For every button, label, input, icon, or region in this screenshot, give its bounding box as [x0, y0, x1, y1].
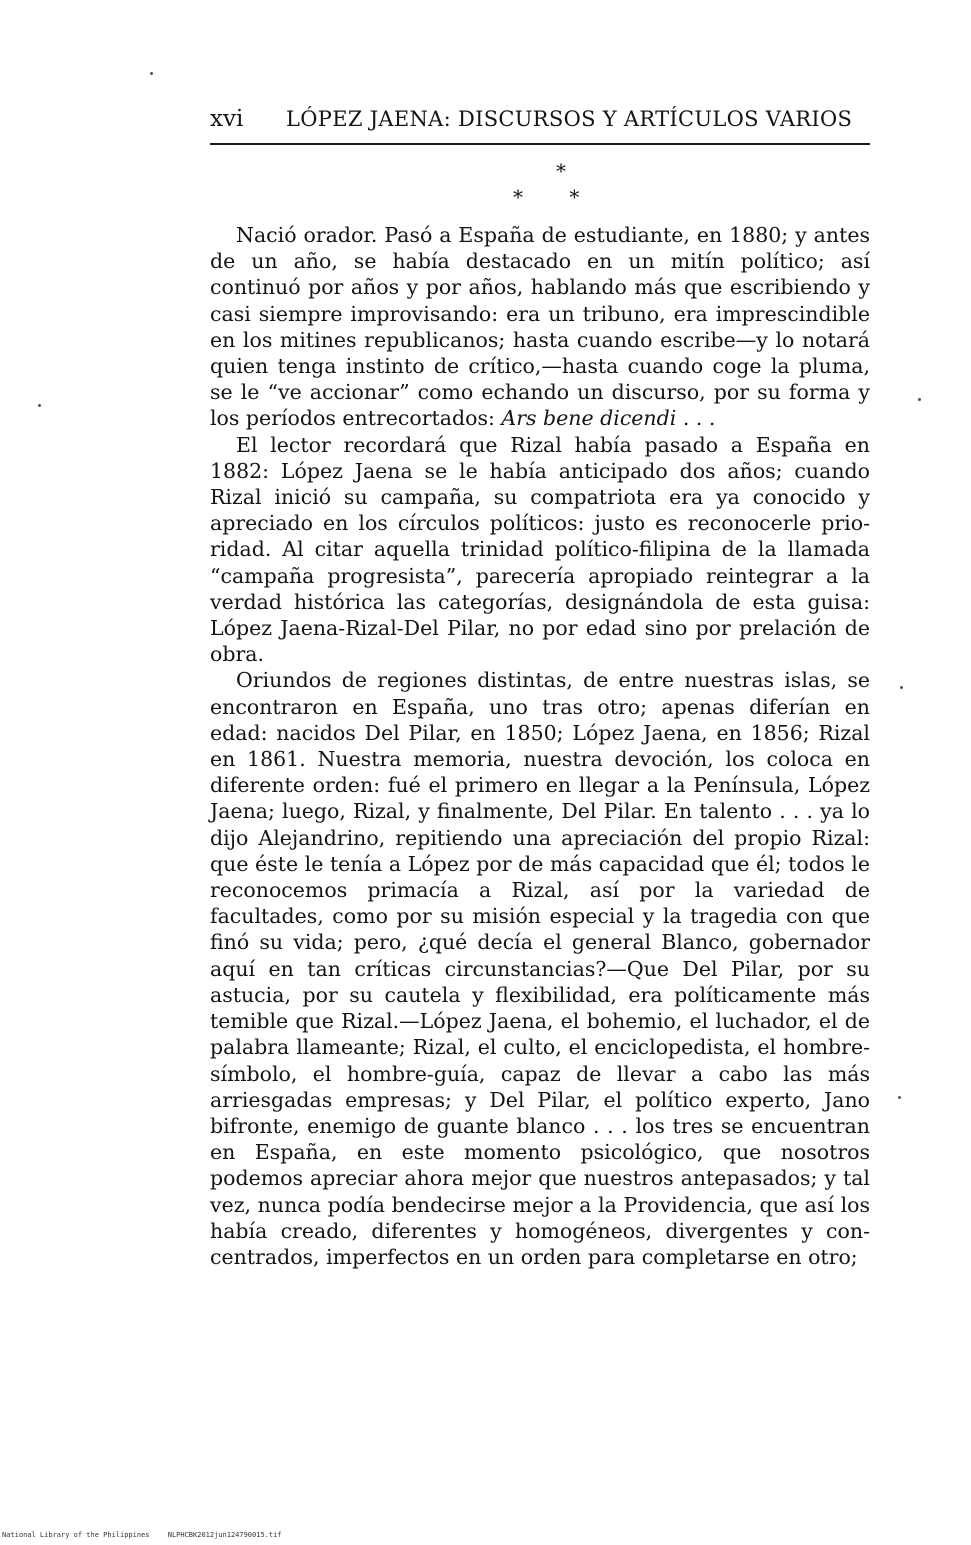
ornament-top-asterisk: * [556, 159, 566, 183]
paragraph-1-text: Nació orador. Pasó a España de estudiante, en 1880; y antes de un año, se había destacado en un mitín político; así continuó por años y por años, hablando más que escribiendo y casi siempre improvisando: era un tribuno, era imprescindible en los mitines republicanos; hasta cuando escribe—y lo notará quien tenga instinto de crítico,—hasta cuando coge la pluma, se le “ve accionar” como echando un discurso, por su forma y los períodos entrecortados: [210, 223, 870, 431]
scan-speck [150, 72, 153, 75]
scan-speck [38, 404, 41, 407]
body-text [210, 222, 870, 1270]
paragraph-3: Oriundos de regiones distintas, de entre nuestras islas, se encontraron en España, uno tras otro; apenas diferían en edad: nacidos Del Pilar, en 1850; López Jaena, en 1856; Rizal en 1861. Nuestra memoria, nuestra devoción, los coloca en diferente orden: fué el primero en llegar a la Península, López Jaena; luego, Rizal, y finalmente, Del Pilar. En talento . . . ya lo dijo Alejandrino, repitiendo una apreciación del propio Rizal: que éste le tenía a López por de más capacidad que él; todos le reconocemos primacía a Rizal, así por la variedad de facultades, como por su misión especial y la tragedia con que finó su vida; pero, ¿qué decía el general Blanco, gobernador aquí en tan críticas circunstancias?—Que Del Pilar, por su astucia, por su cautela y flexibilidad, era políticamente más temible que Rizal.—López Jaena, el bohemio, el luchador, el de palabra llameante; Rizal, el culto, el enciclopedista, el hombre-símbolo, el hombre-guía, capaz de llevar a cabo las más arriesgadas empresas; y Del Pilar, el político experto, Jano bifronte, enemigo de guante blanco . . . los tres se encuentran en España, en este momento psicológico, que nosotros podemos apreciar ahora mejor que nuestros antepasados; y tal vez, nunca podía bendecirse mejor a la Providencia, que así los había creado, diferentes y homogéneos, divergentes y concentrados, imperfectos en un orden para completarse en otro; [210, 668, 870, 1269]
scan-footer [2, 1531, 282, 1540]
paragraph-1 [210, 222, 870, 432]
header-rule [210, 143, 870, 145]
scan-speck [918, 398, 921, 401]
footer-library: National Library of the Philippines [2, 1531, 150, 1539]
footer-file-id: NLPHCBK2012jun124790015.tif [167, 1531, 282, 1539]
paragraph-2: El lector recordará que Rizal había pasado a España en 1882: López Jaena se le había anticipado dos años; cuando Rizal inició su campaña, su compatriota era ya conocido y apreciado en los círculos políticos: justo es reconocerle prioridad. Al citar aquella trinidad político-filipina de la llamada “campaña progresista”, parecería apropiado reintegrar a la verdad histórica las categorías, designándola de esta guisa: López Jaena-Rizal-Del Pilar, no por edad sino por prelación de obra. [210, 432, 870, 667]
scan-speck [900, 686, 903, 689]
scan-speck [898, 1096, 901, 1099]
ornament-bottom-asterisks: * * [513, 185, 600, 209]
paragraph-1-italic-phrase: Ars bene dicendi [501, 406, 677, 431]
running-head: LÓPEZ JAENA: DISCURSOS Y ARTÍCULOS VARIOS [286, 107, 853, 131]
paragraph-1-tail: . . . [676, 406, 716, 431]
page-number: xvi [210, 106, 244, 132]
